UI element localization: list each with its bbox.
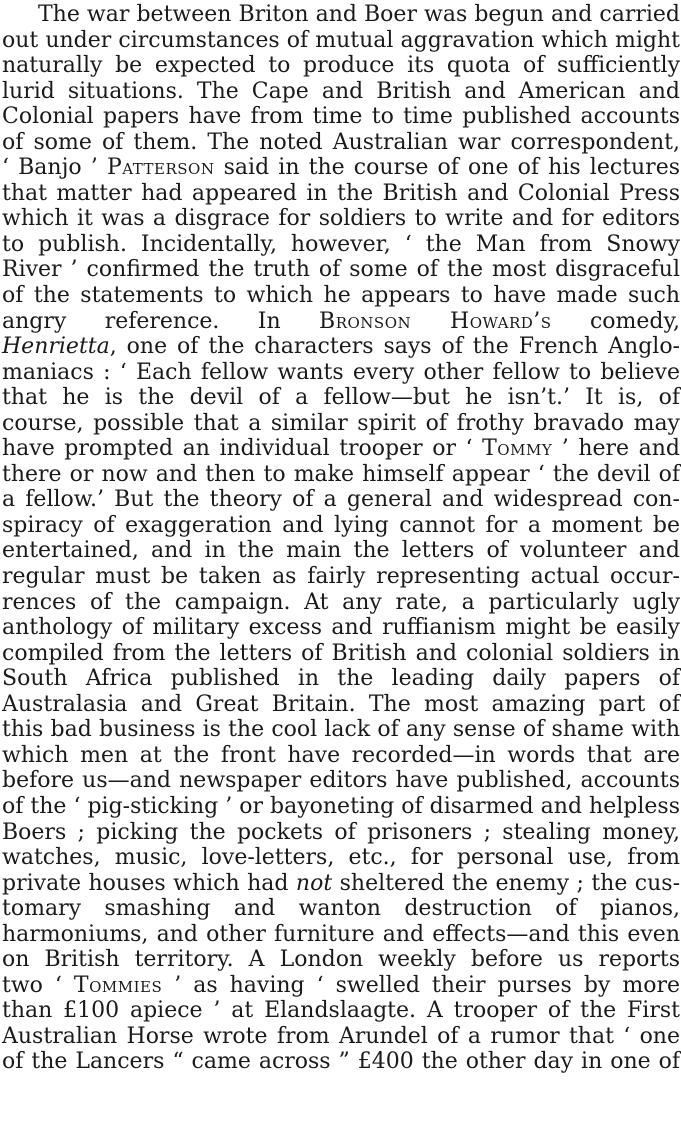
text-run: this bad business is the cool lack of any sense of shame with (2, 717, 680, 743)
text-line (2, 155, 680, 181)
text-line (2, 309, 680, 335)
text-line (2, 717, 680, 743)
text-line (2, 998, 680, 1024)
text-run: South Africa published in the leading daily papers of (2, 666, 680, 692)
text-run: Australian Horse wrote from Arundel of a rumor that ‘ one (2, 1023, 680, 1049)
text-line (2, 973, 680, 999)
text-line (2, 564, 680, 590)
text-line (2, 768, 680, 794)
text-line (2, 845, 680, 871)
text-run: that matter had appeared in the British and Colonial Press (2, 180, 680, 206)
text-run: to publish. Incidentally, however, ‘ the Man from Snowy (2, 231, 680, 257)
small-caps-name: Tommy (482, 436, 553, 462)
text-run: maniacs : ‘ Each fellow wants every other fellow to believe (2, 359, 680, 385)
italic-title: not (295, 870, 333, 896)
text-run: comedy, (551, 308, 681, 334)
text-run: Australasia and Great Britain. The most amazing part of (2, 691, 680, 717)
text-line (2, 411, 680, 437)
text-line (2, 257, 680, 283)
text-line (2, 1024, 680, 1050)
text-run: on British territory. A London weekly before us reports (2, 947, 680, 973)
text-run: before us—and newspaper editors have published, accounts (2, 768, 680, 794)
text-line (2, 206, 680, 232)
text-run: there or now and then to make himself appear ‘ the devil of (2, 461, 680, 487)
text-run: harmoniums, and other furniture and effects—and this even (2, 921, 680, 947)
text-run: watches, music, love-letters, etc., for personal use, from (2, 845, 680, 871)
text-line (2, 28, 680, 54)
text-line (2, 1049, 680, 1075)
text-line (2, 104, 680, 130)
text-run: The war between Briton and Boer was begun and carried (38, 2, 680, 27)
text-run: have prompted an individual trooper or ‘ (2, 436, 483, 462)
text-run: ‘ Banjo ’ (2, 155, 107, 181)
text-line (2, 743, 680, 769)
text-line (2, 53, 680, 79)
text-line (2, 436, 680, 462)
text-run: ’ as having ‘ swelled their purses by more (162, 972, 680, 998)
text-line (2, 462, 680, 488)
italic-title: Henrietta (2, 334, 110, 360)
text-run: spiracy of exaggeration and lying cannot for a moment be (2, 512, 680, 538)
text-run: rences of the campaign. At any rate, a particularly ugly (2, 589, 680, 615)
text-run: sheltered the enemy ; the cus- (332, 870, 681, 896)
text-run: of some of them. The noted Australian war correspondent, (2, 129, 680, 155)
text-line (2, 666, 680, 692)
text-line (2, 181, 680, 207)
text-line (2, 590, 680, 616)
small-caps-name: Tommies (73, 972, 163, 998)
text-run: naturally be expected to produce its quota of sufficiently (2, 53, 680, 79)
text-run: two ‘ (2, 972, 74, 998)
small-caps-name: Patterson (106, 155, 215, 181)
text-run: a fellow.’ But the theory of a general and widespread con- (2, 487, 680, 513)
text-run: than £100 apiece ’ at Elandslaagte. A trooper of the First (2, 998, 680, 1024)
text-run: anthology of military excess and ruffianism might be easily (2, 615, 680, 641)
text-line (2, 922, 680, 948)
text-line (2, 232, 680, 258)
text-run: of the Lancers “ came across ” £400 the other day in one of (2, 1049, 680, 1075)
text-run: which it was a disgrace for soldiers to write and for editors (2, 206, 680, 232)
text-line (2, 79, 680, 105)
text-run: which men at the front have recorded—in words that are (2, 742, 680, 768)
text-run: regular must be taken as fairly representing actual occur- (2, 564, 680, 590)
text-line (2, 334, 680, 360)
text-line (2, 794, 680, 820)
text-run: , one of the characters says of the French Anglo- (109, 334, 680, 360)
text-line (2, 820, 680, 846)
text-run: entertained, and in the main the letters of volunteer and (2, 538, 680, 564)
text-line (2, 2, 680, 28)
text-run: compiled from the letters of British and colonial soldiers in (2, 640, 680, 666)
text-run: private houses which had (2, 870, 296, 896)
text-run: lurid situations. The Cape and British and American and (2, 78, 680, 104)
text-run: Colonial papers have from time to time published accounts (2, 104, 680, 130)
text-run: of the statements to which he appears to have made such (2, 283, 680, 309)
text-run: said in the course of one of his lectures (214, 155, 680, 181)
text-run: of the ‘ pig-sticking ’ or bayoneting of disarmed and helpless (2, 793, 680, 819)
article-column (2, 2, 680, 1075)
text-run: Boers ; picking the pockets of prisoners ; stealing money, (2, 819, 680, 845)
text-run: tomary smashing and wanton destruction of pianos, (2, 896, 680, 922)
text-line (2, 487, 680, 513)
text-run: course, possible that a similar spirit of frothy bravado may (2, 410, 680, 436)
text-line (2, 385, 680, 411)
text-run: out under circumstances of mutual aggravation which might (2, 27, 680, 53)
small-caps-name: Bronson Howard’s (319, 308, 552, 334)
text-line (2, 692, 680, 718)
text-line (2, 615, 680, 641)
text-run: angry reference. In (2, 308, 320, 334)
text-line (2, 947, 680, 973)
text-run: that he is the devil of a fellow—but he isn’t.’ It is, of (2, 385, 680, 411)
text-line (2, 283, 680, 309)
text-line (2, 641, 680, 667)
text-run: River ’ confirmed the truth of some of the most disgraceful (2, 257, 680, 283)
text-run: ’ here and (552, 436, 680, 462)
text-line (2, 130, 680, 156)
text-line (2, 871, 680, 897)
text-line (2, 538, 680, 564)
text-line (2, 360, 680, 386)
text-line (2, 513, 680, 539)
text-line (2, 896, 680, 922)
